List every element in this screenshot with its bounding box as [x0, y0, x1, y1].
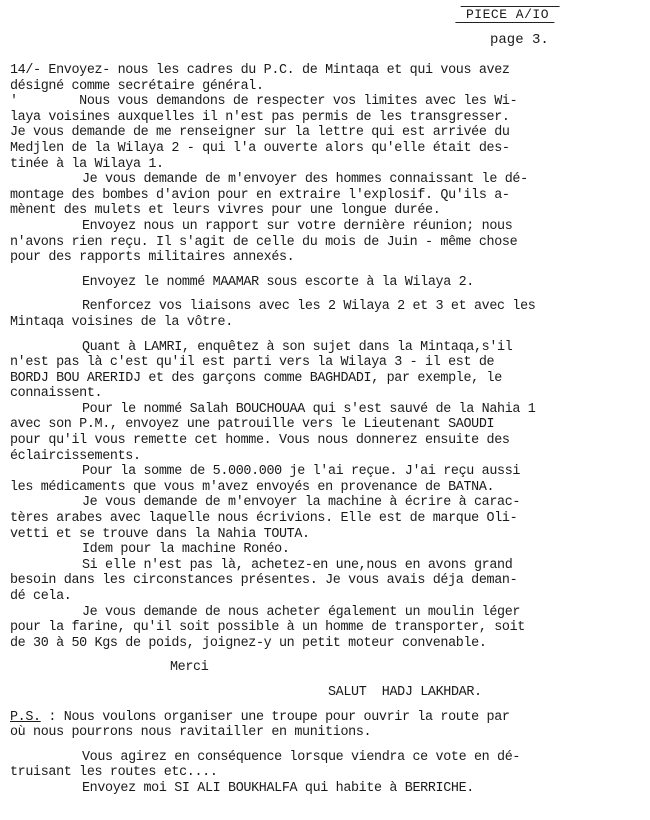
text-line	[10, 511, 642, 527]
line-text: Medjlen de la Wilaya 2 - qui l'a ouverte alors qu'elle était des-	[10, 140, 510, 156]
text-line	[10, 172, 642, 188]
line-text: Mintaqa voisines de la vôtre.	[10, 314, 233, 330]
text-line	[10, 110, 642, 126]
text-line	[10, 750, 642, 766]
line-text: pour des rapports militaires annexés.	[10, 250, 295, 266]
text-line	[10, 340, 642, 356]
line-text: n'avons rien reçu. Il s'agit de celle du mois de Juin - même chose	[10, 234, 518, 250]
page-number: page 3.	[490, 32, 549, 48]
text-line	[10, 433, 642, 449]
text-line	[10, 63, 642, 79]
line-text: dé cela.	[10, 589, 72, 604]
line-text: vetti et se trouve dans la Nahia TOUTA.	[10, 526, 310, 542]
paragraph-gap	[10, 266, 642, 275]
document-reference	[458, 6, 557, 23]
line-text: désigné comme secrétaire général.	[10, 78, 264, 94]
paragraph-gap	[10, 676, 642, 685]
text-line	[10, 386, 642, 402]
text-line	[10, 355, 642, 371]
text-line	[10, 188, 642, 204]
line-text: connaissent.	[10, 386, 103, 402]
text-line	[10, 620, 642, 636]
text-line	[10, 636, 642, 652]
text-line	[10, 125, 642, 141]
text-line	[10, 299, 642, 315]
line-text: tères arabes avec laquelle nous écrivions. Elle est de marque Oli-	[10, 511, 518, 527]
line-text: Envoyez le nommé MAAMAR sous escorte à la Wilaya 2.	[82, 274, 474, 290]
line-text: Envoyez moi SI ALI BOUKHALFA qui habite à BERRICHE.	[82, 780, 474, 796]
line-text: Je vous demande de m'envoyer des hommes connaissant le dé-	[82, 172, 528, 188]
paragraph-gap	[10, 290, 642, 299]
text-line	[10, 203, 642, 219]
text-line	[10, 464, 642, 480]
text-line	[10, 542, 642, 558]
text-line	[10, 781, 642, 797]
text-line	[10, 417, 642, 433]
line-text: SALUT HADJ LAKHDAR.	[328, 684, 482, 700]
text-line	[10, 275, 642, 291]
line-text: de 30 à 50 Kgs de poids, joignez-y un petit moteur convenable.	[10, 635, 487, 651]
line-text: pour qu'il vous remette cet homme. Vous nous donnerez ensuite des	[10, 433, 510, 449]
text-line	[10, 725, 642, 741]
text-line	[10, 235, 642, 251]
text-line	[10, 94, 642, 110]
line-text: truisant les routes etc....	[10, 765, 218, 781]
text-line	[10, 573, 642, 589]
line-text: Je vous demande de nous acheter également un moulin léger	[82, 604, 521, 620]
text-line	[10, 402, 642, 418]
text-line	[10, 315, 642, 331]
line-text: Vous agirez en conséquence lorsque viendra ce vote en dé-	[82, 749, 521, 765]
line-text: mènent des mulets et leurs vivres pour une longue durée.	[10, 203, 441, 219]
line-text: 14/- Envoyez- nous les cadres du P.C. de Mintaqa et qui vous avez	[10, 63, 510, 78]
line-text: ' Nous vous demandons de respecter vos limites avec les Wi-	[10, 94, 518, 110]
text-line	[10, 219, 642, 235]
line-text: Je vous demande de m'envoyer la machine à écrire à carac-	[82, 495, 521, 511]
line-text: pour la farine, qu'il soit possible à un homme de transporter, soit	[10, 620, 525, 636]
line-text: Envoyez nous un rapport sur votre dernière réunion; nous	[82, 218, 513, 234]
text-line	[10, 765, 642, 781]
paragraph-gap	[10, 651, 642, 660]
line-text: Si elle n'est pas là, achetez-en une,nous en avons grand	[82, 557, 513, 573]
text-line	[10, 685, 642, 701]
ps-label: P.S.	[10, 709, 41, 725]
text-line	[10, 449, 642, 465]
line-text: Idem pour la machine Ronéo.	[82, 542, 290, 558]
letter-body	[10, 63, 642, 797]
line-text: Je vous demande de me renseigner sur la lettre qui est arrivée du	[10, 125, 510, 141]
line-text: Pour le nommé Salah BOUCHOUAA qui s'est sauvé de la Nahia 1	[82, 401, 536, 417]
line-text: Merci	[170, 660, 209, 676]
text-line	[10, 660, 642, 676]
line-text: BORDJ BOU ARERIDJ et des garçons comme BAGHDADI, par exemple, le	[10, 370, 502, 386]
line-text: Quant à LAMRI, enquêtez à son sujet dans la Mintaqa,s'il	[82, 339, 513, 355]
line-text: tinée à la Wilaya 1.	[10, 156, 164, 172]
line-text: les médicaments que vous m'avez envoyés en provenance de BATNA.	[10, 479, 495, 495]
line-text: : Nous voulons organiser une troupe pour ouvrir la route par	[40, 709, 510, 725]
text-line	[10, 480, 642, 496]
text-line	[10, 527, 642, 543]
text-line	[10, 589, 642, 605]
piece-label: PIECE A/IO	[466, 7, 550, 22]
line-text: avec son P.M., envoyez une patrouille vers le Lieutenant SAOUDI	[10, 417, 495, 433]
line-text: où nous pourrons nous ravitailler en munitions.	[10, 725, 372, 741]
text-line	[10, 157, 642, 173]
text-line	[10, 495, 642, 511]
line-text: n'est pas là c'est qu'il est parti vers la Wilaya 3 - il est de	[10, 355, 495, 371]
text-line	[10, 371, 642, 387]
text-line	[10, 79, 642, 95]
line-text: besoin dans les circonstances présentes. Je vous avais déja deman-	[10, 573, 518, 589]
line-text: montage des bombes d'avion pour en extraire l'explosif. Qu'ils a-	[10, 187, 510, 203]
paragraph-gap	[10, 741, 642, 750]
line-text: Pour la somme de 5.000.000 je l'ai reçue. J'ai reçu aussi	[82, 464, 521, 480]
line-text: Renforcez vos liaisons avec les 2 Wilaya 2 et 3 et avec les	[82, 299, 536, 315]
paragraph-gap	[10, 701, 642, 710]
line-text: laya voisines auxquelles il n'est pas permis de les transgresser.	[10, 109, 510, 125]
text-line	[10, 558, 642, 574]
paragraph-gap	[10, 331, 642, 340]
text-line	[10, 141, 642, 157]
text-line	[10, 605, 642, 621]
text-line	[10, 250, 642, 266]
text-line	[10, 710, 642, 726]
line-text: éclaircissements.	[10, 448, 141, 464]
